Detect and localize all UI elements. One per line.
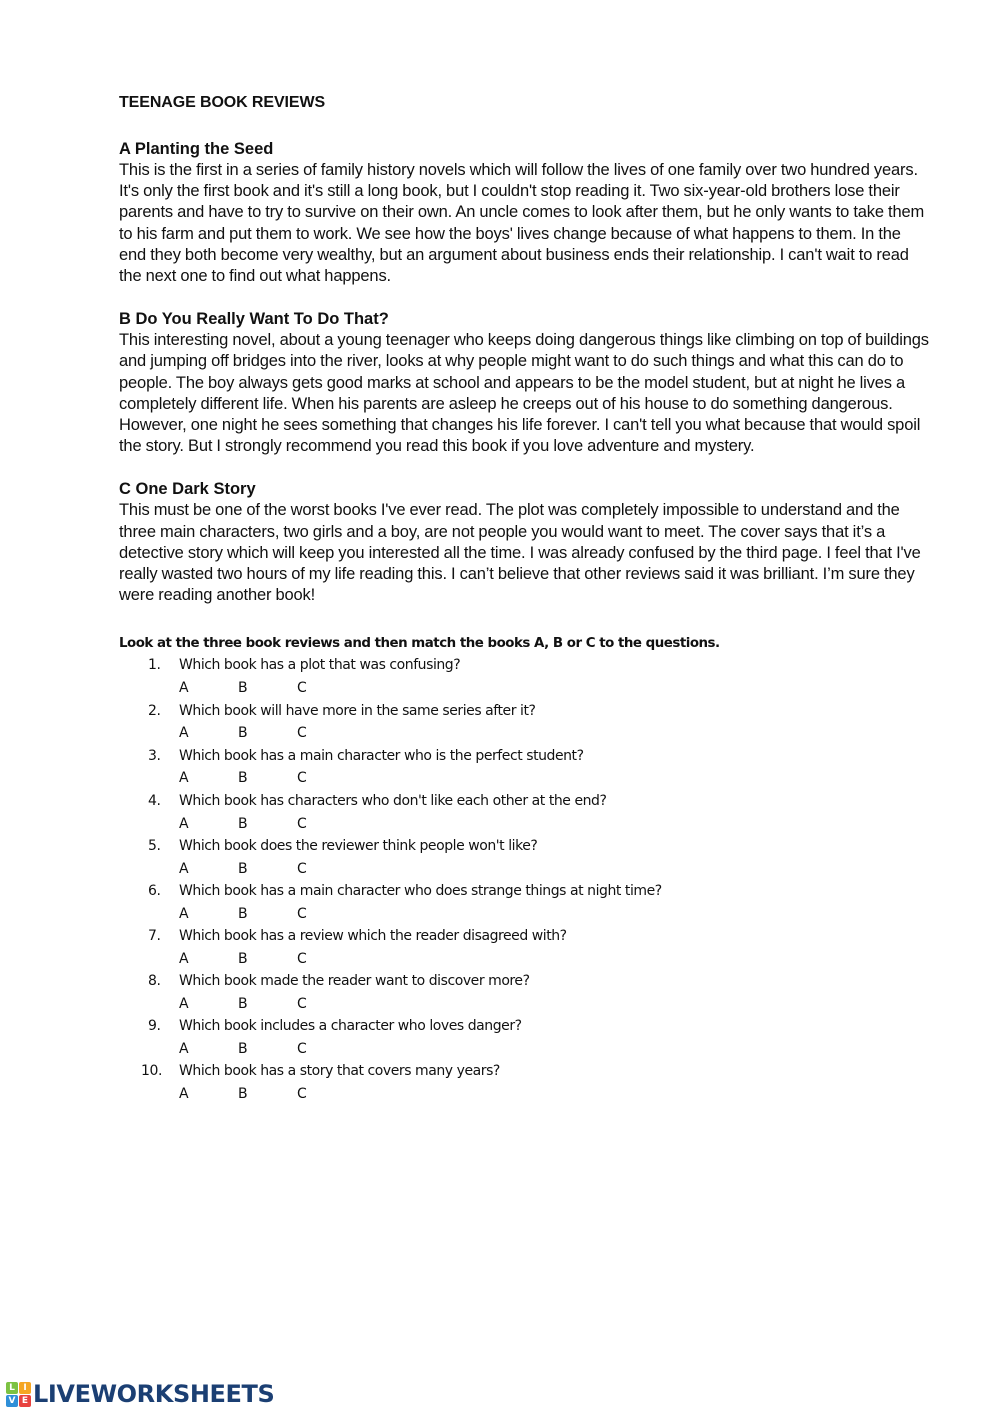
question-item	[119, 925, 929, 970]
question-item	[119, 880, 929, 925]
option-c[interactable]: C	[297, 680, 307, 697]
review-heading: B Do You Really Want To Do That?	[119, 310, 389, 329]
option-c[interactable]: C	[297, 905, 307, 922]
option-b[interactable]: B	[238, 770, 248, 787]
logo-tiles-icon	[6, 1382, 31, 1407]
option-b[interactable]: B	[238, 680, 248, 697]
liveworksheets-logo	[6, 1382, 274, 1407]
logo-tile: V	[6, 1395, 18, 1407]
review-body: This is the first in a series of family history novels which will follow the lives of one family over two hundred years. It's only the first book and it's still a long book, but I couldn't stop reading it. Two six-year-old brothers lose their parents and have to try to survive on their own. An uncle comes to look after them, but he only wants to take them to his farm and put them to work. We see how the boys' lives change because of what happens to them. In the end they both become very wealthy, but an argument about business ends their relationship. I can't wait to read the next one to find out what happens.	[119, 161, 925, 286]
answer-options	[179, 1083, 929, 1106]
logo-tile: L	[6, 1382, 18, 1394]
question-item	[119, 1060, 929, 1105]
option-c[interactable]: C	[297, 815, 307, 832]
option-a[interactable]: A	[179, 680, 189, 697]
question-item	[119, 745, 929, 790]
review-b	[119, 309, 929, 457]
question-text: Which book has a story that covers many years?	[179, 1063, 500, 1080]
option-a[interactable]: A	[179, 905, 189, 922]
option-c[interactable]: C	[297, 950, 307, 967]
logo-tile: E	[19, 1395, 31, 1407]
option-a[interactable]: A	[179, 950, 189, 967]
review-body: This interesting novel, about a young teenager who keeps doing dangerous things like climbing on top of buildings and jumping off bridges into the river, looks at why people might want to do such things and what this can do to people. The boy always gets good marks at school and appears to be the model student, but at night he lives a completely different life. When his parents are asleep he creeps out of his house to do something dangerous. However, one night he sees something that changes his life forever. I can't tell you what because that would spoil the story. But I strongly recommend you read this book if you love adventure and mystery.	[119, 331, 929, 456]
question-number: 1.	[148, 657, 161, 674]
question-text: Which book has a plot that was confusing?	[179, 657, 461, 674]
option-c[interactable]: C	[297, 860, 307, 877]
option-c[interactable]: C	[297, 995, 307, 1012]
logo-text: LIVEWORKSHEETS	[33, 1380, 275, 1408]
question-item	[119, 970, 929, 1015]
question-item	[119, 700, 929, 745]
option-c[interactable]: C	[297, 770, 307, 787]
option-b[interactable]: B	[238, 860, 248, 877]
question-text: Which book made the reader want to discover more?	[179, 973, 530, 990]
review-c	[119, 479, 929, 606]
option-a[interactable]: A	[179, 815, 189, 832]
question-text: Which book does the reviewer think people won't like?	[179, 837, 538, 854]
question-number: 10.	[141, 1063, 163, 1080]
logo-tile: I	[19, 1382, 31, 1394]
question-item	[119, 1015, 929, 1060]
answer-options	[179, 677, 929, 700]
question-number: 4.	[148, 792, 161, 809]
worksheet-page	[119, 93, 929, 1105]
option-c[interactable]: C	[297, 725, 307, 742]
review-body: This must be one of the worst books I've ever read. The plot was completely impossible to understand and the three main characters, two girls and a boy, are not people you would want to meet. The cover says that it’s a detective story which will keep you interested all the time. I was already confused by the third page. I feel that I've really wasted two hours of my life reading this. I can’t believe that other reviews said it was brilliant. I’m sure they were reading another book!	[119, 501, 921, 605]
answer-options	[179, 902, 929, 925]
answer-options	[179, 993, 929, 1016]
option-a[interactable]: A	[179, 860, 189, 877]
question-item	[119, 790, 929, 835]
answer-options	[179, 812, 929, 835]
option-a[interactable]: A	[179, 1086, 189, 1103]
answer-options	[179, 857, 929, 880]
option-c[interactable]: C	[297, 1086, 307, 1103]
question-item	[119, 654, 929, 699]
option-b[interactable]: B	[238, 950, 248, 967]
option-a[interactable]: A	[179, 770, 189, 787]
question-list	[119, 654, 929, 1105]
review-heading: C One Dark Story	[119, 480, 256, 499]
option-b[interactable]: B	[238, 905, 248, 922]
option-a[interactable]: A	[179, 1041, 189, 1057]
option-b[interactable]: B	[238, 815, 248, 832]
review-heading: A Planting the Seed	[119, 140, 274, 158]
review-a	[119, 139, 929, 287]
question-text: Which book has a main character who is the perfect student?	[179, 747, 584, 764]
question-number: 6.	[148, 882, 161, 899]
answer-options	[179, 722, 929, 745]
instructions: Look at the three book reviews and then match the books A, B or C to the questions.	[119, 636, 720, 652]
question-number: 8.	[148, 973, 161, 990]
question-text: Which book will have more in the same series after it?	[179, 702, 536, 719]
option-a[interactable]: A	[179, 995, 189, 1012]
option-b[interactable]: B	[238, 1041, 248, 1057]
option-b[interactable]: B	[238, 1086, 248, 1103]
question-number: 5.	[148, 837, 161, 854]
question-text: Which book includes a character who loves danger?	[179, 1018, 522, 1035]
option-a[interactable]: A	[179, 725, 189, 742]
question-number: 9.	[148, 1018, 161, 1035]
question-item	[119, 835, 929, 880]
question-text: Which book has a main character who does strange things at night time?	[179, 882, 662, 899]
option-c[interactable]: C	[297, 1041, 307, 1057]
question-number: 2.	[148, 702, 161, 719]
question-text: Which book has a review which the reader disagreed with?	[179, 928, 567, 945]
answer-options	[179, 1038, 929, 1061]
question-number: 3.	[148, 747, 161, 764]
option-b[interactable]: B	[238, 995, 248, 1012]
answer-options	[179, 948, 929, 971]
document-title: TEENAGE BOOK REVIEWS	[119, 94, 326, 111]
option-b[interactable]: B	[238, 725, 248, 742]
question-number: 7.	[148, 928, 161, 945]
question-text: Which book has characters who don't like each other at the end?	[179, 792, 607, 809]
answer-options	[179, 767, 929, 790]
